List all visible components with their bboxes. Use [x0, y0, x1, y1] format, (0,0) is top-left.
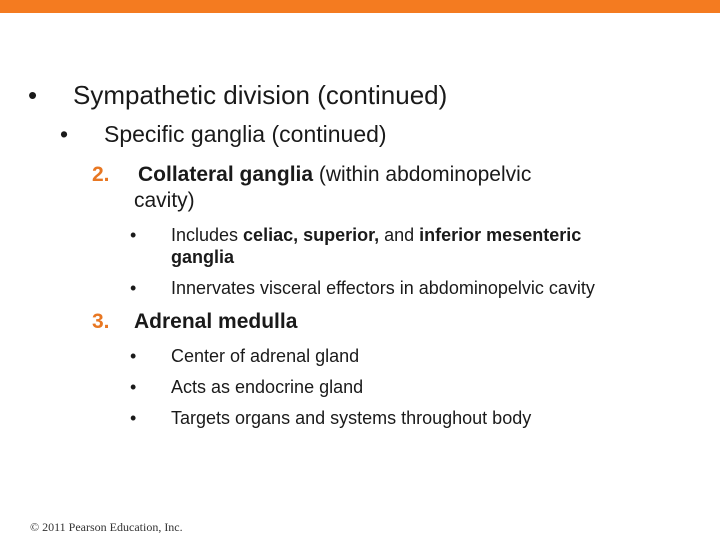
item3-sub: Targets organs and systems throughout body	[171, 408, 532, 428]
heading-level2: Specific ganglia (continued)	[104, 121, 387, 147]
item-number-3: 3.	[92, 310, 110, 333]
item-number-2: 2.	[92, 163, 110, 186]
copyright-footer: © 2011 Pearson Education, Inc.	[30, 520, 183, 534]
bullet-icon: •	[60, 121, 69, 147]
bullet-icon: •	[130, 377, 137, 397]
heading-level1: Sympathetic division (continued)	[73, 80, 448, 110]
bullet-icon: •	[130, 225, 137, 245]
item2-sub1-continued: ganglia	[171, 247, 235, 267]
bullet-icon: •	[130, 408, 137, 428]
item3-sub: Center of adrenal gland	[171, 346, 360, 366]
item3-title: Adrenal medulla	[134, 310, 298, 333]
top-accent-bar	[0, 0, 720, 13]
bullet-icon: •	[28, 80, 38, 110]
item2-title-continued: cavity)	[134, 189, 195, 212]
item2-sub2: Innervates visceral effectors in abdominopelvic cavity	[171, 278, 595, 298]
item2-sub1: Includes celiac, superior, and inferior mesenteric	[171, 225, 582, 245]
bullet-icon: •	[130, 346, 137, 366]
item3-sub: Acts as endocrine gland	[171, 377, 364, 397]
item2-title: Collateral ganglia (within abdominopelvic	[138, 163, 532, 186]
bullet-icon: •	[130, 278, 137, 298]
